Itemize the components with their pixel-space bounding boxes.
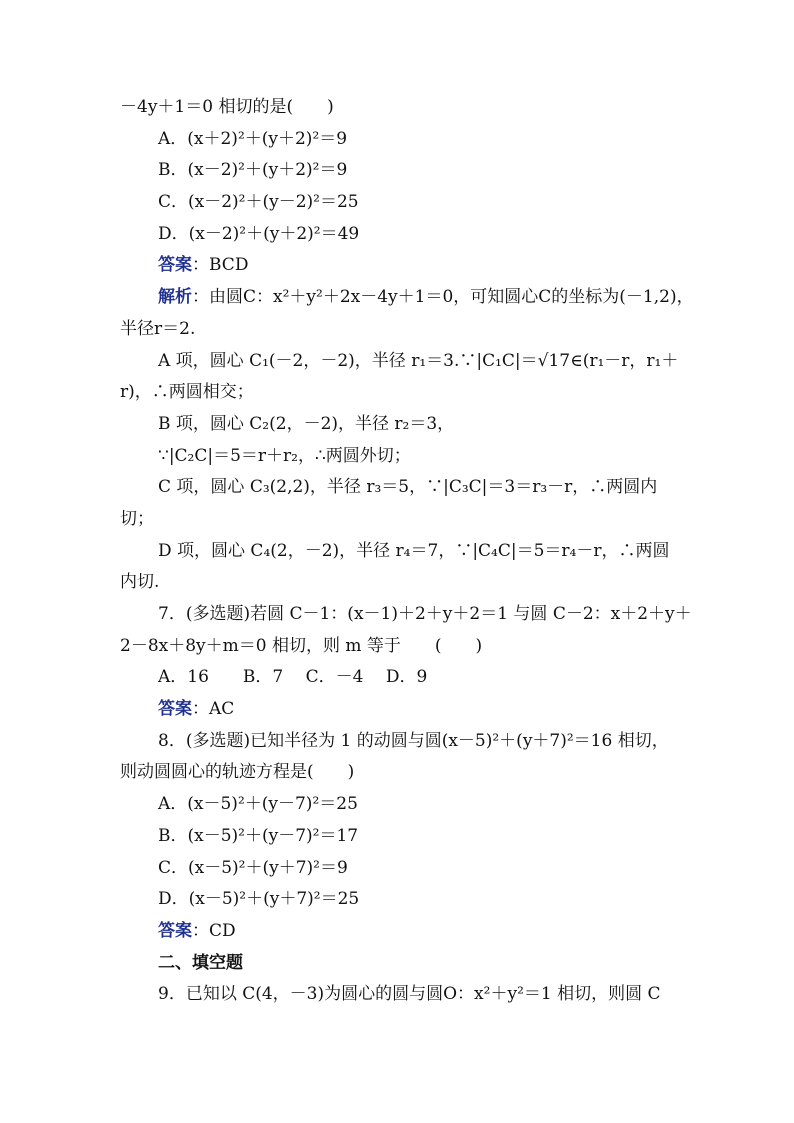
text-line: B．(x－2)²＋(y＋2)²＝9 (158, 160, 348, 181)
answer-label: 答案 (158, 255, 192, 276)
explanation-label: 解析 (158, 287, 192, 308)
answer-line (120, 916, 680, 948)
text-line: D 项，圆心 C₄(2，－2)，半径 r₄＝7，∵|C₄C|＝5＝r₄－r，∴两圆 (158, 540, 670, 561)
text-line: 8．(多选题)已知半径为 1 的动圆与圆(x－5)²＋(y＋7)²＝16 相切， (158, 730, 669, 751)
line-text: ：AC (192, 699, 235, 720)
text-line: r)，∴两圆相交； (120, 382, 254, 403)
document-page (120, 92, 694, 1011)
line-text: ：BCD (192, 255, 249, 276)
text-line: C．(x－2)²＋(y－2)²＝25 (158, 192, 359, 213)
text-line: 2－8x＋8y＋m＝0 相切，则 m 等于 ( ) (120, 635, 483, 656)
answer-label: 答案 (158, 699, 192, 720)
text-line: B 项，圆心 C₂(2，－2)，半径 r₂＝3， (158, 413, 455, 434)
text-line: 内切. (120, 572, 160, 593)
text-line: D．(x－5)²＋(y＋7)²＝25 (158, 889, 360, 910)
answer-label: 答案 (158, 920, 192, 941)
text-line: D．(x－2)²＋(y＋2)²＝49 (158, 223, 360, 244)
text-line: C．(x－5)²＋(y＋7)²＝9 (158, 857, 348, 878)
text-line: 则动圆圆心的轨迹方程是( ) (120, 762, 355, 783)
text-line: 切； (120, 508, 154, 529)
text-line: －4y＋1＝0 相切的是( ) (120, 97, 334, 117)
text-line: A．16 B．7 C．－4 D．9 (158, 667, 428, 688)
answer-line (120, 250, 680, 282)
text-line: 半径r＝2. (120, 318, 196, 339)
text-line: A．(x＋2)²＋(y＋2)²＝9 (158, 128, 348, 149)
text-line: ∵|C₂C|＝5＝r＋r₂，∴两圆外切； (158, 445, 411, 466)
text-line: C 项，圆心 C₃(2,2)，半径 r₃＝5，∵|C₃C|＝3＝r₃－r，∴两圆内 (158, 477, 658, 498)
explanation-line (120, 282, 694, 314)
line-text: ：CD (192, 920, 236, 941)
line-text: ：由圆C：x²＋y²＋2x－4y＋1＝0，可知圆心C的坐标为(－1,2)， (192, 287, 694, 308)
text-line: A．(x－5)²＋(y－7)²＝25 (158, 794, 358, 815)
text-line: A 项，圆心 C₁(－2，－2)，半径 r₁＝3.∵|C₁C|＝√17∈(r₁－r，r₁＋ (158, 350, 679, 371)
text-line: B．(x－5)²＋(y－7)²＝17 (158, 825, 359, 846)
answer-line (120, 694, 680, 726)
text-line: 9．已知以 C(4，－3)为圆心的圆与圆O：x²＋y²＝1 相切，则圆 C (158, 984, 661, 1005)
section-heading: 二、填空题 (158, 952, 243, 973)
text-line: 7．(多选题)若圆 C－1：(x－1)＋2＋y＋2＝1 与圆 C－2：x＋2＋y＋ (158, 604, 692, 624)
